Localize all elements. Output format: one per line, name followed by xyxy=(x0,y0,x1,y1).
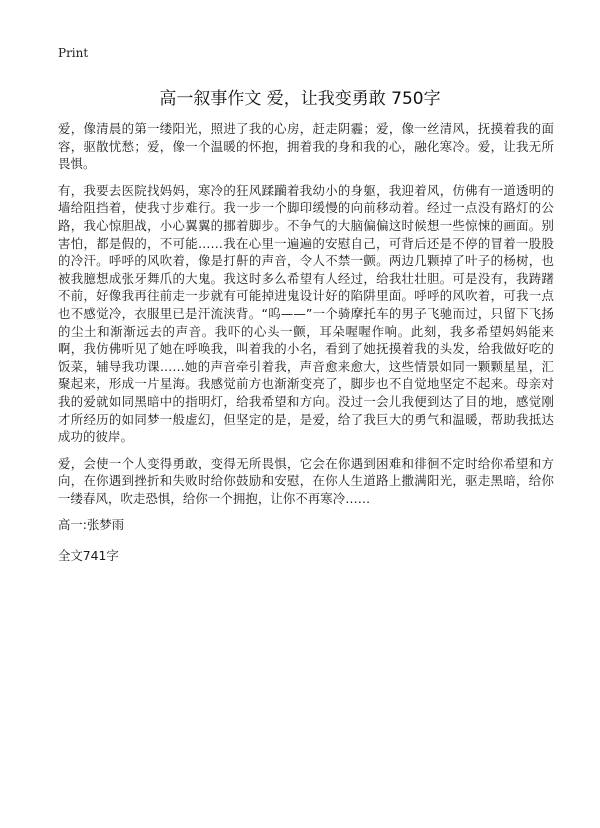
print-link[interactable]: Print xyxy=(58,46,89,60)
page-title: 高一叙事作文 爱，让我变勇敢 750字 xyxy=(159,89,441,109)
article-paragraph-1: 爱，像清晨的第一缕阳光，照进了我的心房，赶走阴霾；爱，像一丝清风，抚摸着我的面容，驱散忧愁；爱，像一个温暖的怀抱，拥着我的身和我的心，融化寒冷。爱，让我无所畏惧。 xyxy=(58,121,554,172)
article-body xyxy=(58,120,554,578)
article-paragraph-3: 爱，会使一个人变得勇敢，变得无所畏惧，它会在你遇到困难和徘徊不定时给你希望和方向，在你遇到挫折和失败时给你鼓励和安慰，在你人生道路上撒满阳光，驱走黑暗，给你一缕春风，吹走恐惧，给你一个拥抱，让你不再寒冷…… xyxy=(58,455,554,506)
article-paragraph-2: 有，我要去医院找妈妈，寒冷的狂风蹂躏着我幼小的身躯，我迎着风，仿佛有一道透明的墙给阻挡着，使我寸步难行。我一步一个脚印缓慢的向前移动着。经过一点没有路灯的公路，我心惊胆战，小心翼翼的挪着脚步。不争气的大脑偏偏这时候想一些惊悚的画面。别害怕，都是假的，不可能……我在心里一遍遍的安慰自己，可背后还是不停的冒着一股股的冷汗。呼呼的风吹着，像是打鼾的声音，令人不禁一颤。两边几颗掉了叶子的杨树，也被我臆想成张牙舞爪的大鬼。我这时多么希望有人经过，给我壮壮胆。可是没有，我踌躇不前，好像我再往前走一步就有可能掉进鬼设计好的陷阱里面。呼呼的风吹着，可我一点也不感觉冷，衣服里已是汗流浃背。“呜——”一个骑摩托车的男子飞驰而过，只留下飞扬的尘土和渐渐远去的声音。我吓的心头一颤，耳朵喔喔作响。此刻，我多希望妈妈能来啊，我仿佛听见了她在呼唤我，叫着我的小名，看到了她抚摸着我的头发，给我做好吃的饭菜，辅导我功课……她的声音牵引着我，声音愈来愈大，这些情景如同一颗颗星星，汇聚起来，形成一片星海。我感觉前方也渐渐变亮了，脚步也不自觉地坚定不起来。母亲对我的爱就如同黑暗中的指明灯，给我希望和方向。没过一会儿我便到达了目的地，感觉刚才所经历的如同梦一般虚幻，但坚定的是，是爱，给了我巨大的勇气和温暖，帮助我抵达成功的彼岸。 xyxy=(58,182,554,445)
author-line: 高一:张梦雨 xyxy=(58,517,125,533)
word-count: 全文741字 xyxy=(58,548,119,564)
